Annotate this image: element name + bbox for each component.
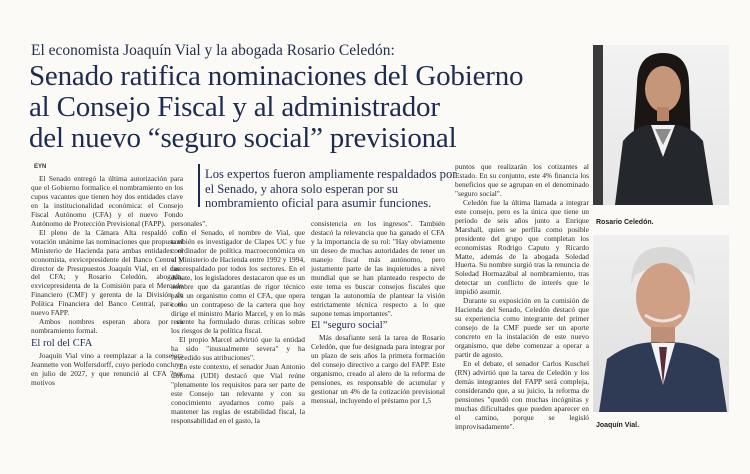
woman-portrait-image: [593, 45, 729, 205]
paragraph: En este contexto, el senador Juan Antonio Coloma (UDI) destacó que Vial reúne "plenamente los requisitos para ser parte de este Consejo tan relevante y con su conocimiento ayudarnos como país a mantener las reglas de estabilidad fiscal, la responsabilidad en el gasto, la: [171, 362, 305, 425]
paragraph: En el debate, el senador Carlos Kuschel (RN) advirtió que la tarea de Celedón y los demás integrantes del FAPP será compleja, considerando que, a su juicio, la reforma de pensiones "quedó con muchas incógnitas y muchas dificultades que pueden aparecer en el camino, porque se legisló improvisadamente".: [455, 358, 589, 431]
paragraph: El pleno de la Cámara Alta respaldó con votación unánime las nominaciones que propuso el Ministerio de Hacienda para ambas entidades: el economista, exvicepresidente del Banco Central y director de Presupuestos Joaquín Vial, en el caso del CFA; y Rosario Celedón, abogada, exvicepresidenta de la Comisión para el Mercado Financiero (CMF) y gerenta de la División de Política Financiera del Banco Central, para el nuevo FAPP.: [31, 227, 183, 318]
section-heading-seguro-social: El “seguro social”: [311, 320, 388, 332]
text-column-3: [311, 220, 445, 406]
paragraph: Durante su exposición en la comisión de Hacienda del Senado, Celedón destacó que su experiencia como integrante del primer consejo de la CMF puede ser un aporte concreto en la instalación de este nuevo organismo, que debe comenzar a operar a partir de agosto.: [455, 296, 589, 360]
headline-line-1: Senado ratifica nominaciones del Gobierno: [29, 60, 524, 92]
paragraph: personales".: [171, 219, 208, 228]
headline-line-3: del nuevo “seguro social” previsional: [29, 122, 457, 154]
article-kicker: El economista Joaquín Vial y la abogada Rosario Celedón:: [31, 42, 395, 59]
text-column-4: [455, 163, 589, 432]
text-column-2: [171, 220, 305, 426]
headline-line-2: al Consejo Fiscal y al administrador: [29, 91, 440, 123]
section-heading-cfa: El rol del CFA: [31, 338, 93, 350]
portrait-photo-joaquin-vial: [593, 235, 729, 412]
text-column-1: [31, 175, 183, 388]
portrait-photo-rosario-celedon: [593, 45, 729, 205]
article-headline: [29, 61, 589, 154]
paragraph: Joaquín Vial vino a reemplazar a la consejera Jeannette von Wolfersdorff, cuyo período concluye en julio de 2027, y que renunció al CFA "por motivos: [31, 351, 183, 387]
paragraph: puntos que realizarán los cotizantes al Estado. En su conjunto, este 4% financia los beneficios que se agrupan en el denominado "seguro social".: [455, 162, 589, 198]
paragraph: Más desafiante será la tarea de Rosario Celedón, que fue designada para integrar por un plazo de seis años la primera formación del consejo directivo a cargo del FAPP. Este organismo, creado al alero de la reforma de pensiones, es responsable de acumular y gestionar un 4% de la cotización previsional mensual, incluyendo el préstamo por 1,5: [311, 333, 445, 406]
deck-accent-bar: [198, 164, 200, 207]
paragraph: El Senado entregó la última autorización para que el Gobierno formalice el nombramiento en los cupos vacantes que tienen hoy dos entidades clave en la institucionalidad económica: el Consejo Fiscal Autónomo (CFA) y el nuevo Fondo Autónomo de Protección Previsional (FAPP).: [31, 174, 183, 228]
photo-caption-2: Joaquín Vial.: [596, 422, 640, 429]
paragraph: En el Senado, el nombre de Vial, que también es investigador de Clapes UC y fue coordinador de política macroeconómica en el Ministerio de Hacienda entre 1992 y 1994, fue respaldado por todos los sectores. En el debate, los legisladores destacaron que es un nombre que da garantías de rigor técnico para un organismo como el CFA, que opera como un contrapeso de la cartera que hoy dirige el ministro Mario Marcel, y en lo más reciente ha formulado duras críticas sobre los riesgos de la política fiscal.: [171, 227, 305, 336]
photo-caption-1: Rosario Celedón.: [596, 219, 654, 226]
paragraph: Celedón fue la última llamada a integrar este consejo, pero es la única que tiene un período de seis años junto a Enrique Marshall, quien se perfila como posible presidente del grupo que completan los economistas Rodrigo Caputo y Ricardo Matte, además de la abogada Soledad Huerta. Su nombre surgió tras la renuncia de Soledad Hormazábal al nombramiento, tras detectar un conflicto de interés que le impidió asumir.: [455, 197, 589, 297]
paragraph: Ambos nombres esperan ahora por su nombramiento formal.: [31, 317, 183, 336]
article-deck: Los expertos fueron ampliamente respaldados por el Senado, y ahora solo esperan por su nombramiento oficial para asumir funciones.: [205, 167, 457, 210]
paragraph: consistencia en los ingresos". También destacó la relevancia que ha ganado el CFA y la importancia de su rol: "Hay obviamente un deseo de muchas autoridades de tener un manejo fiscal más autónomo, pero justamente parte de las inquietudes a nivel mundial que se han planteado respecto de este tema es buscar consejos fiscales que tengan la autonomía de plantear la visión estrictamente técnica respecto a lo que supone temas importantes".: [311, 219, 445, 318]
byline: EYN: [34, 164, 47, 170]
paragraph: El propio Marcel advirtió que la entidad ha sido "inusualmente severa" y ha "excedido sus atribuciones".: [171, 335, 305, 363]
man-portrait-image: [593, 235, 729, 412]
